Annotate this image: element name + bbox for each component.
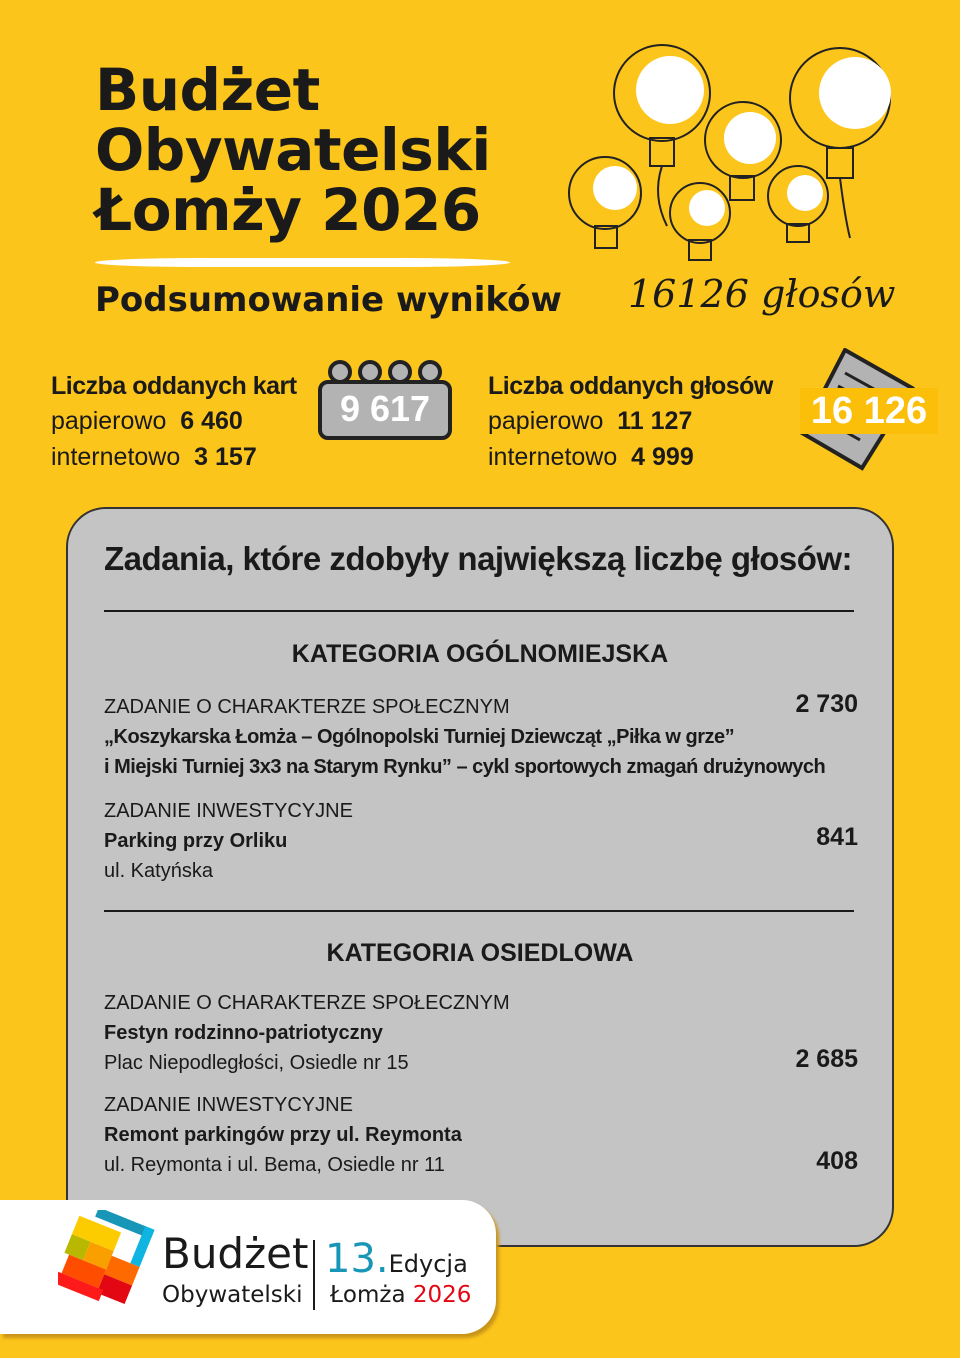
- logo-divider: [313, 1240, 315, 1310]
- title-line: Budżet: [95, 56, 320, 124]
- page-title: [95, 56, 491, 244]
- task-type: ZADANIE INWESTYCYJNE: [104, 800, 353, 822]
- lightbulb-icon: [569, 157, 641, 248]
- votes-total: 16 126: [800, 388, 938, 434]
- paper-label: papierowo: [488, 407, 604, 435]
- paper-value: 11 127: [617, 407, 693, 435]
- task-location: ul. Katyńska: [104, 860, 213, 882]
- votes-stats: [488, 372, 773, 475]
- task-item: [104, 796, 353, 886]
- task-type: ZADANIE INWESTYCYJNE: [104, 1094, 353, 1116]
- logo-word2: Obywatelski: [162, 1282, 303, 1308]
- task-type: ZADANIE O CHARAKTERZE SPOŁECZNYM: [104, 696, 510, 718]
- online-value: 3 157: [194, 443, 257, 471]
- underline-swoosh: [95, 258, 510, 267]
- online-label: internetowo: [488, 443, 618, 471]
- online-label: internetowo: [51, 443, 181, 471]
- category-heading: KATEGORIA OGÓLNOMIEJSKA: [291, 640, 669, 668]
- footer-logo: [0, 1200, 496, 1334]
- task-name: Remont parkingów przy ul. Reymonta: [104, 1124, 462, 1146]
- subtitle: Podsumowanie wyników: [95, 280, 562, 320]
- online-value: 4 999: [631, 443, 694, 471]
- panel-title: Zadania, które zdobyły największą liczbę głosów:: [104, 540, 853, 577]
- edition-number: 13.: [325, 1236, 389, 1282]
- category-heading: KATEGORIA OSIEDLOWA: [326, 939, 634, 967]
- task-name: Festyn rodzinno-patriotyczny: [104, 1022, 383, 1044]
- divider: [104, 610, 854, 612]
- task-votes: 2 685: [795, 1045, 858, 1073]
- task-name: Parking przy Orliku: [104, 830, 288, 852]
- title-line: Obywatelski: [95, 116, 491, 184]
- lightbulb-icon: [670, 183, 730, 260]
- cards-heading: Liczba oddanych kart: [51, 372, 297, 400]
- lightbulbs-illustration: [565, 38, 905, 288]
- task-votes: 408: [816, 1147, 858, 1175]
- task-votes: 841: [816, 823, 858, 851]
- cards-total: 9 617: [339, 388, 431, 429]
- task-item: [104, 988, 510, 1078]
- task-type: ZADANIE O CHARAKTERZE SPOŁECZNYM: [104, 992, 510, 1014]
- task-votes: 2 730: [795, 690, 858, 718]
- cards-stats: [51, 372, 297, 475]
- paper-value: 6 460: [180, 407, 243, 435]
- logo-word1: Budżet: [162, 1229, 309, 1278]
- votes-handwritten: 16126 głosów: [628, 272, 896, 316]
- votes-heading: Liczba oddanych głosów: [488, 372, 773, 400]
- task-location: ul. Reymonta i ul. Bema, Osiedle nr 11: [104, 1154, 445, 1176]
- title-line: Łomży 2026: [95, 176, 481, 244]
- task-location: Plac Niepodległości, Osiedle nr 15: [104, 1052, 409, 1074]
- paper-label: papierowo: [51, 407, 167, 435]
- divider: [104, 910, 854, 912]
- edition-word: Edycja: [388, 1250, 468, 1278]
- task-item: [104, 1090, 462, 1180]
- task-name: i Miejski Turniej 3x3 na Starym Rynku” – cykl sportowych zmagań drużynowych: [104, 756, 826, 778]
- task-name: „Koszykarska Łomża – Ogólnopolski Turniej Dziewcząt „Piłka w grze”: [104, 726, 735, 748]
- task-item: [104, 692, 825, 782]
- lightbulb-icon: [768, 166, 828, 242]
- logo-year: 2026: [412, 1282, 472, 1308]
- logo-city: Łomża: [330, 1282, 406, 1308]
- logo-mark-icon: [58, 1210, 158, 1320]
